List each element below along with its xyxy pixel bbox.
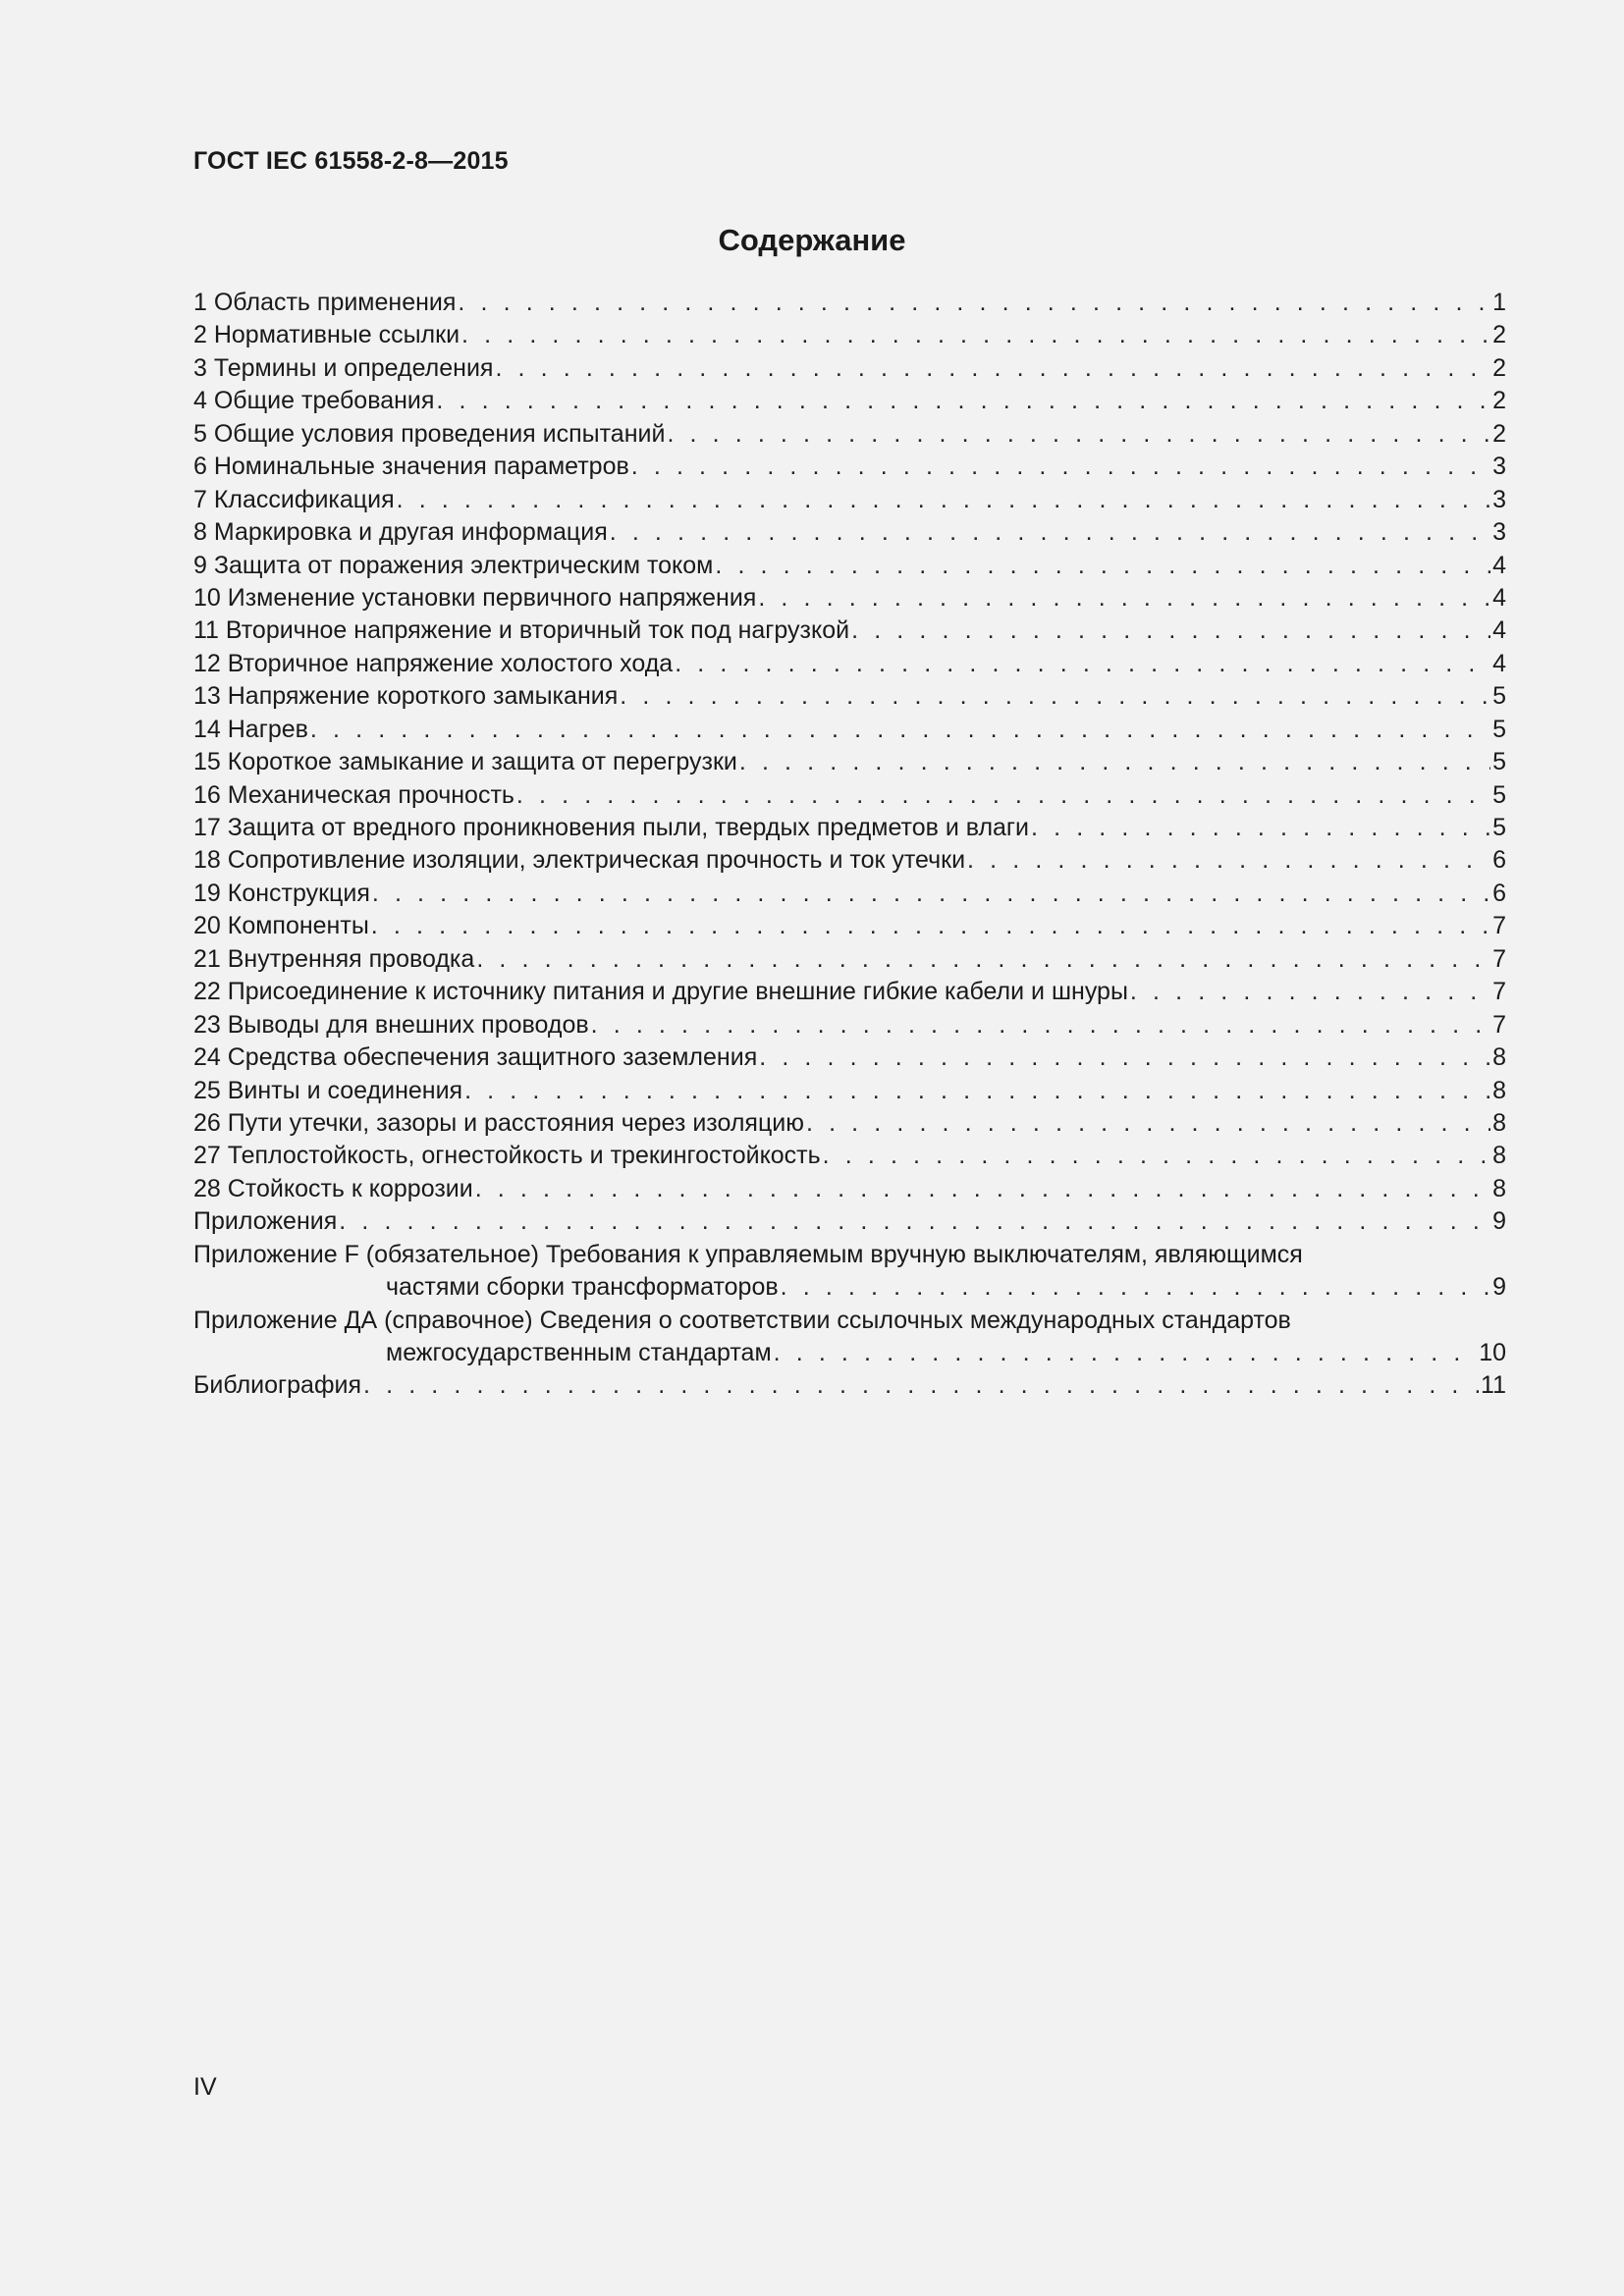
dot-leader (715, 550, 1490, 582)
toc-entry-page: 4 (1492, 551, 1506, 579)
toc-entry-label: 4 Общие требования (193, 387, 435, 415)
toc-entry-label: 17 Защита от вредного проникновения пыли, твердых предметов и влаги (193, 814, 1030, 841)
toc-entry-label: 1 Область применения (193, 289, 457, 316)
toc-entry[interactable] (193, 1009, 1506, 1041)
toc-entry-label: 11 Вторичное напряжение и вторичный ток под нагрузкой (193, 616, 850, 645)
toc-entry-label: 14 Нагрев (193, 715, 308, 743)
toc-entry-label: 24 Средства обеспечения защитного заземления (193, 1043, 758, 1072)
toc-entry-page: 8 (1492, 1108, 1506, 1137)
dot-leader (310, 714, 1490, 746)
toc-entry-page: 4 (1492, 616, 1506, 645)
toc-entry[interactable] (193, 352, 1506, 385)
toc-entry-label: 5 Общие условия проведения испытаний (193, 419, 666, 448)
toc-entry[interactable] (193, 910, 1506, 942)
toc-entry[interactable] (193, 418, 1506, 451)
toc-entry-label: межгосударственным стандартам (386, 1339, 772, 1366)
dot-leader (774, 1337, 1478, 1369)
dot-leader (495, 352, 1490, 385)
toc-entry[interactable] (193, 1107, 1506, 1140)
toc-entry-label: 2 Нормативные ссылки (193, 321, 460, 349)
toc-entry-page: 7 (1492, 978, 1506, 1006)
toc-entry-label: 8 Маркировка и другая информация (193, 518, 608, 547)
toc-entry[interactable] (193, 943, 1506, 976)
toc-entry-annex-f-line1[interactable] (193, 1239, 1506, 1271)
toc-entry[interactable] (193, 451, 1506, 483)
page-title: Содержание (718, 223, 906, 257)
toc-entry[interactable] (193, 385, 1506, 417)
toc-entry[interactable] (193, 1205, 1506, 1238)
toc-entry[interactable] (193, 1369, 1506, 1402)
toc-entry-page: 5 (1492, 780, 1506, 809)
toc-entry-label: 22 Присоединение к источнику питания и другие внешние гибкие кабели и шнуры (193, 978, 1128, 1006)
toc-entry-label: 3 Термины и определения (193, 353, 494, 382)
dot-leader (397, 484, 1490, 516)
dot-leader (436, 385, 1490, 417)
dot-leader (1130, 976, 1490, 1008)
dot-leader (464, 1075, 1490, 1107)
toc-entry-page: 5 (1492, 814, 1506, 841)
toc-entry-label: 28 Стойкость к коррозии (193, 1174, 473, 1202)
dot-leader (758, 582, 1490, 614)
toc-entry-label: Приложение F (обязательное) Требования к управляемым вручную выключателям, являющимся (193, 1240, 1303, 1268)
toc-entry[interactable] (193, 287, 1506, 319)
toc-entry-page: 3 (1492, 518, 1506, 547)
toc-entry[interactable] (193, 550, 1506, 582)
dot-leader (759, 1041, 1490, 1074)
dot-leader (967, 844, 1490, 877)
toc-entry-label: Библиография (193, 1371, 362, 1400)
dot-leader (823, 1140, 1490, 1172)
toc-entry-page: 4 (1492, 583, 1506, 612)
toc-entry-label: 26 Пути утечки, зазоры и расстояния через изоляцию (193, 1108, 804, 1137)
toc-entry[interactable] (193, 484, 1506, 516)
dot-leader (461, 319, 1490, 351)
dot-leader (476, 943, 1490, 976)
toc-entry-label: 23 Выводы для внешних проводов (193, 1010, 589, 1039)
toc-entry-label: 18 Сопротивление изоляции, электрическая прочность и ток утечки (193, 846, 966, 875)
toc-entry-page: 9 (1492, 1273, 1506, 1302)
toc-entry-page: 10 (1479, 1339, 1506, 1366)
toc-entry-label: 6 Номинальные значения параметров (193, 453, 629, 481)
toc-entry[interactable] (193, 582, 1506, 614)
toc-entry-page: 5 (1492, 715, 1506, 743)
toc-entry-label: 16 Механическая прочность (193, 780, 514, 809)
toc-entry[interactable] (193, 844, 1506, 877)
toc-entry-page: 9 (1492, 1207, 1506, 1236)
document-code: ГОСТ IEC 61558-2-8—2015 (193, 147, 509, 175)
page-number: IV (193, 2073, 217, 2101)
toc-entry-page: 2 (1492, 353, 1506, 382)
dot-leader (1031, 812, 1490, 844)
dot-leader (739, 746, 1490, 778)
toc-entry-page: 2 (1492, 321, 1506, 349)
toc-entry-annex-f-line2[interactable] (193, 1271, 1506, 1304)
toc-entry[interactable] (193, 1173, 1506, 1205)
toc-entry-page: 3 (1492, 453, 1506, 481)
dot-leader (631, 451, 1490, 483)
toc-entry[interactable] (193, 746, 1506, 778)
dot-leader (475, 1173, 1490, 1205)
dot-leader (516, 779, 1490, 812)
toc-entry[interactable] (193, 779, 1506, 812)
toc-entry-page: 8 (1492, 1076, 1506, 1104)
toc-entry-label: 10 Изменение установки первичного напряжения (193, 583, 757, 612)
dot-leader (339, 1205, 1490, 1238)
toc-entry-page: 8 (1492, 1174, 1506, 1202)
toc-entry-label: 9 Защита от поражения электрическим током (193, 551, 714, 579)
toc-entry[interactable] (193, 714, 1506, 746)
toc-entry-page: 6 (1492, 846, 1506, 875)
dot-leader (667, 418, 1490, 451)
toc-entry-page: 6 (1492, 879, 1506, 907)
toc-entry-label: 20 Компоненты (193, 912, 369, 940)
toc-entry-page: 4 (1492, 649, 1506, 677)
toc-entry-page: 7 (1492, 1010, 1506, 1039)
toc-entry[interactable] (193, 614, 1506, 647)
dot-leader (458, 287, 1490, 319)
toc-entry[interactable] (193, 680, 1506, 713)
toc-entry-label: 21 Внутренняя проводка (193, 944, 475, 973)
dot-leader (675, 648, 1490, 680)
table-of-contents (193, 287, 1506, 1403)
toc-entry[interactable] (193, 1075, 1506, 1107)
toc-entry[interactable] (193, 516, 1506, 549)
toc-entry[interactable] (193, 812, 1506, 844)
toc-entry-label: 7 Классификация (193, 485, 395, 513)
toc-entry[interactable] (193, 878, 1506, 910)
toc-entry-page: 5 (1492, 748, 1506, 776)
toc-entry[interactable] (193, 648, 1506, 680)
toc-entry-page: 3 (1492, 485, 1506, 513)
toc-entry-page: 2 (1492, 387, 1506, 415)
toc-entry-label: 15 Короткое замыкание и защита от перегрузки (193, 748, 737, 776)
toc-entry-page: 11 (1481, 1371, 1506, 1400)
dot-leader (806, 1107, 1490, 1140)
dot-leader (372, 878, 1490, 910)
toc-entry-page: 2 (1492, 419, 1506, 448)
toc-entry[interactable] (193, 1041, 1506, 1074)
toc-entry-label: 27 Теплостойкость, огнестойкость и трекингостойкость (193, 1142, 821, 1170)
toc-entry-page: 8 (1492, 1043, 1506, 1072)
dot-leader (620, 680, 1490, 713)
toc-entry-page: 7 (1492, 912, 1506, 940)
toc-entry-label: 13 Напряжение короткого замыкания (193, 682, 619, 711)
toc-entry-label: 19 Конструкция (193, 879, 370, 907)
dot-leader (363, 1369, 1479, 1402)
toc-entry-label: Приложения (193, 1207, 338, 1236)
toc-entry[interactable] (193, 319, 1506, 351)
toc-entry-label: частями сборки трансформаторов (386, 1273, 779, 1302)
dot-leader (851, 614, 1490, 647)
toc-entry-label: 25 Винты и соединения (193, 1076, 463, 1104)
dot-leader (781, 1271, 1490, 1304)
toc-entry-page: 8 (1492, 1142, 1506, 1170)
toc-entry-label: Приложение ДА (справочное) Сведения о соответствии ссылочных международных стандартов (193, 1306, 1291, 1334)
toc-entry-label: 12 Вторичное напряжение холостого хода (193, 649, 674, 677)
dot-leader (371, 910, 1490, 942)
toc-entry[interactable] (193, 976, 1506, 1008)
toc-entry-annex-da-line1[interactable] (193, 1305, 1506, 1337)
toc-entry[interactable] (193, 1140, 1506, 1172)
toc-entry-page: 7 (1492, 944, 1506, 973)
toc-entry-annex-da-line2[interactable] (193, 1337, 1506, 1369)
toc-entry-page: 1 (1492, 289, 1506, 316)
toc-entry-page: 5 (1492, 682, 1506, 711)
dot-leader (610, 516, 1490, 549)
dot-leader (591, 1009, 1490, 1041)
